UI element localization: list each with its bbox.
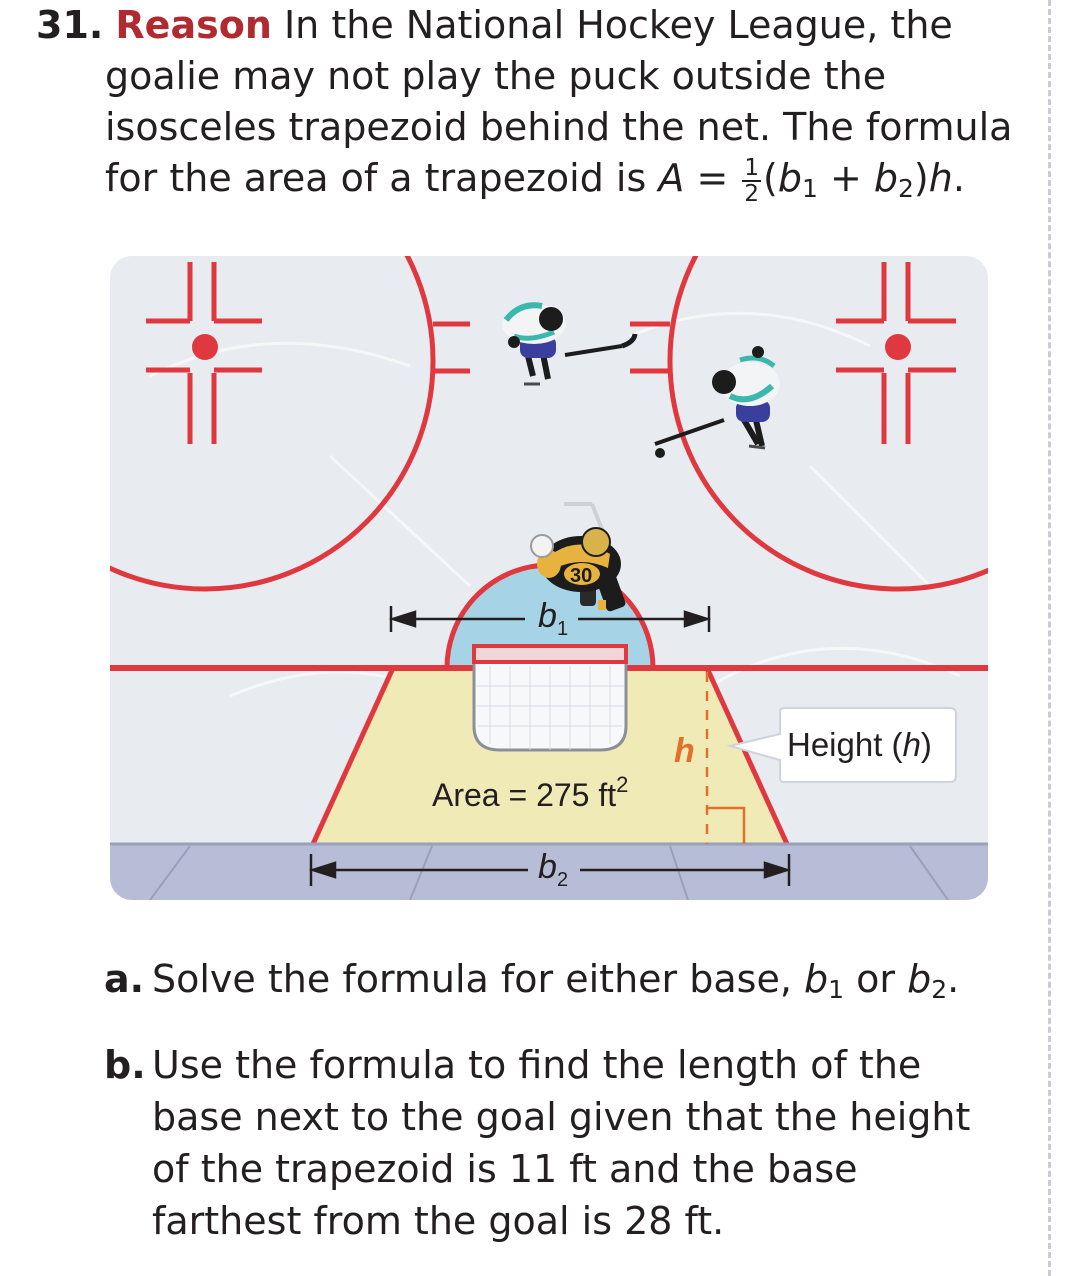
part-b-label: b. <box>104 1043 146 1087</box>
hockey-net <box>474 646 626 750</box>
part-a <box>104 953 1024 1005</box>
part-a-label: a. <box>104 957 145 1001</box>
part-b-line-2: base next to the goal given that the height <box>152 1095 971 1139</box>
part-a-bases: $b_1$ or $b_2$. <box>804 957 960 1004</box>
problem-line-2: goalie may not play the puck outside the <box>105 54 887 98</box>
part-b-line-4: farthest from the goal is 28 ft. <box>152 1199 725 1243</box>
part-a-text: Solve the formula for either base, <box>152 957 792 1001</box>
b1-label: b <box>538 597 557 635</box>
part-b-line-3: of the trapezoid is 11 ft and the base <box>152 1147 858 1191</box>
problem-31 <box>36 0 1026 207</box>
faceoff-dot-right <box>885 334 911 360</box>
faceoff-dot-left <box>192 334 218 360</box>
height-label: h <box>674 732 695 770</box>
page-margin-divider <box>1048 0 1051 1276</box>
problem-text-4: for the area of a trapezoid is <box>105 156 647 200</box>
problem-text-1: In the National Hockey League, the <box>283 3 953 47</box>
problem-number: 31. <box>36 3 104 47</box>
problem-line-1 <box>36 0 1026 51</box>
b2-subscript: 2 <box>557 869 569 891</box>
area-formula: A = $\frac{1}{2}$ $(b_1 + b_2)h$. <box>658 154 965 207</box>
b1-subscript: 1 <box>557 618 569 640</box>
problem-line-4 <box>36 153 1026 207</box>
rink-diagram <box>110 256 988 900</box>
fraction-one-half: $\frac{1}{2}$ <box>744 154 760 207</box>
hockey-rink-figure <box>110 256 988 900</box>
part-b <box>104 1039 1024 1247</box>
b2-label: b <box>538 848 557 886</box>
part-b-line-1: Use the formula to find the length of the <box>152 1043 922 1087</box>
callout-text: Height (h) <box>787 726 932 763</box>
problem-parts <box>104 953 1024 1247</box>
goalie-jersey-number: 30 <box>570 565 593 587</box>
problem-line-3: isosceles trapezoid behind the net. The formula <box>105 105 1013 149</box>
problem-keyword: Reason <box>115 3 272 47</box>
area-label: Area = 275 $ft^2$ <box>432 772 629 813</box>
